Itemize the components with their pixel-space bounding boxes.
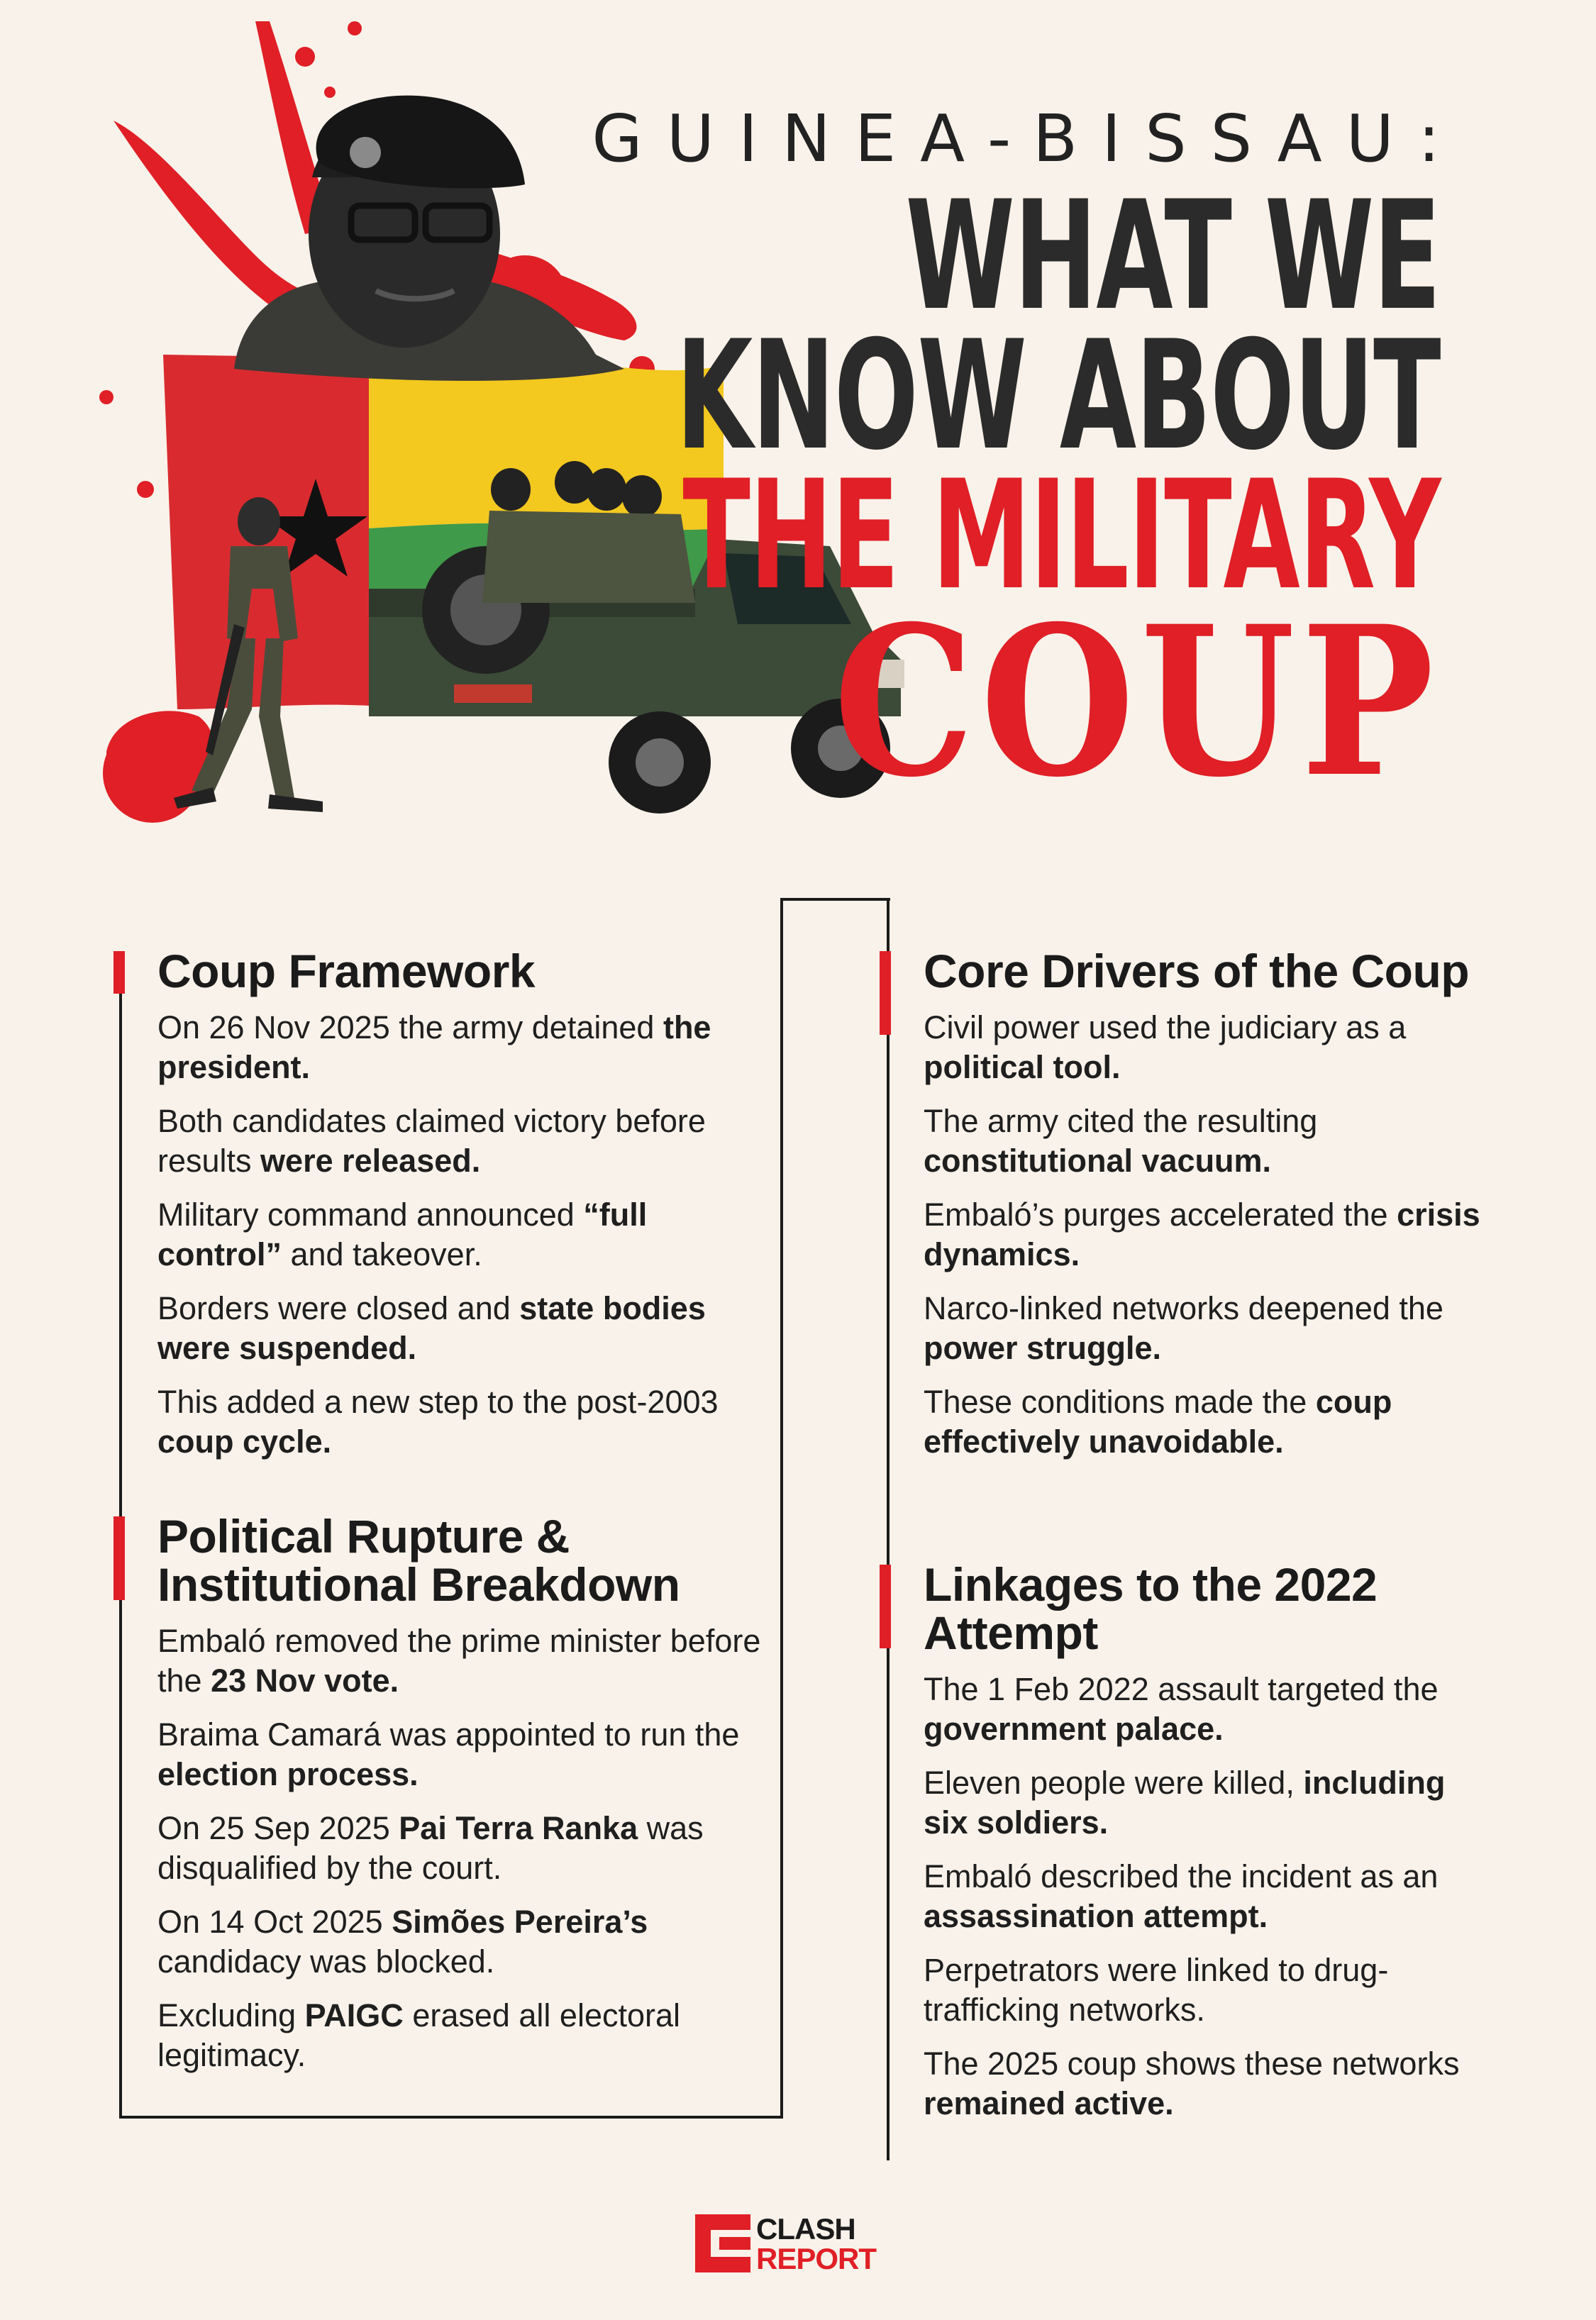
frame-mid-divider [780,898,783,2119]
list-item [924,1857,1491,1936]
section-core-drivers [924,947,1491,1476]
headline-line-4: COUP [833,582,1440,823]
item-text: Braima Camará was appointed to run the [157,1716,740,1753]
item-emphasis: assassination attempt. [924,1898,1268,1934]
item-emphasis: the president. [157,1009,711,1085]
list-item [157,1715,767,1794]
item-list [157,1621,767,2075]
list-item [924,1670,1491,1749]
item-list [924,1008,1491,1462]
accent-bar [880,951,891,1035]
item-text: The 2025 coup shows these networks [924,2046,1460,2082]
list-item [157,1008,767,1087]
item-text: Embaló’s purges accelerated the [924,1197,1397,1233]
list-item [157,1382,767,1462]
item-emphasis: including six soldiers. [924,1765,1446,1841]
item-list [924,1670,1491,2124]
section-heading [157,947,767,995]
headline-line-1: WHAT WE [905,168,1440,343]
section-political-rupture [157,1512,767,2089]
item-text: These conditions made the [924,1384,1316,1420]
item-text: The 1 Feb 2022 assault targeted the [924,1671,1439,1707]
item-emphasis: 23 Nov vote. [211,1663,399,1699]
item-emphasis: election process. [157,1756,419,1792]
list-item [924,1289,1491,1368]
item-emphasis: coup effectively unavoidable. [924,1384,1392,1460]
logo-line-1: CLASH [756,2212,855,2246]
logo-wordmark [756,2214,876,2274]
item-emphasis: constitutional vacuum. [924,1143,1272,1179]
headline-line-2: KNOW ABOUT [675,308,1440,484]
section-heading [924,947,1491,995]
accent-bar [113,951,125,994]
item-text-after: was disqualified by the court. [157,1810,704,1886]
accent-bar [113,1516,125,1600]
clash-report-logo [695,2213,908,2277]
list-item [924,1950,1491,2030]
logo-mark-icon [695,2214,750,2272]
list-item [157,1289,767,1368]
logo-line-2: REPORT [756,2242,877,2275]
item-emphasis: PAIGC [304,1997,404,2033]
item-text: Excluding [157,1997,305,2033]
right-column-divider [887,898,890,2160]
item-emphasis: “full control” [157,1197,648,1272]
section-coup-framework [157,947,767,1476]
list-item [157,1621,767,1701]
list-item [157,1101,767,1181]
item-text: Military command announced [157,1197,584,1233]
section-heading [924,1560,1491,1657]
section-heading [157,1512,767,1609]
item-emphasis: coup cycle. [157,1423,332,1460]
list-item [157,1902,767,1982]
section-linkages-2022 [924,1560,1491,2138]
headline-kicker: GUINEA-BISSAU: [592,101,1464,177]
item-emphasis: state bodies were suspended. [157,1290,706,1366]
item-emphasis: Pai Terra Ranka [399,1810,638,1846]
list-item [157,1809,767,1888]
item-text: On 14 Oct 2025 [157,1904,392,1940]
headline [282,101,1464,823]
item-emphasis: Simões Pereira’s [392,1904,648,1940]
item-text: Embaló removed the prime minister before the [157,1623,761,1699]
list-item [924,1763,1491,1843]
frame-top-connector [780,898,890,901]
item-text: On 25 Sep 2025 [157,1810,399,1846]
item-text-after: and takeover. [282,1236,482,1272]
item-text: Both candidates claimed victory before results [157,1103,706,1179]
item-text: Perpetrators were linked to drug-trafficking networks. [924,1952,1389,2028]
item-emphasis: were released. [260,1143,481,1179]
list-item [924,2044,1491,2124]
list-item [157,1195,767,1275]
list-item [157,1996,767,2075]
item-text: Embaló described the incident as an [924,1858,1439,1894]
item-text: Narco-linked networks deepened the [924,1290,1443,1326]
item-emphasis: power struggle. [924,1330,1162,1366]
item-text: This added a new step to the post-2003 [157,1384,719,1420]
item-text-after: erased all electoral legitimacy. [157,1997,681,2073]
item-list [157,1008,767,1462]
heading-text: Core Drivers of the Coup [924,945,1470,997]
item-emphasis: government palace. [924,1711,1224,1747]
item-emphasis: crisis dynamics. [924,1197,1480,1272]
item-emphasis: political tool. [924,1049,1121,1085]
item-emphasis: remained active. [924,2085,1174,2121]
accent-bar [880,1565,891,1648]
list-item [924,1195,1491,1275]
list-item [924,1101,1491,1181]
list-item [924,1008,1491,1087]
headline-line-3: THE MILITARY [682,448,1441,623]
item-text: The army cited the resulting [924,1103,1318,1139]
item-text: Civil power used the judiciary as a [924,1009,1407,1045]
heading-text: Coup Framework [157,945,536,997]
list-item [924,1382,1491,1462]
item-text: Borders were closed and [157,1290,520,1326]
hero-banner [0,0,1596,851]
heading-text: Political Rupture & Institutional Breakdown [157,1510,680,1611]
heading-text: Linkages to the 2022 Attempt [924,1558,1378,1659]
item-text-after: candidacy was blocked. [157,1943,495,1980]
item-text: Eleven people were killed, [924,1765,1304,1801]
item-text: On 26 Nov 2025 the army detained [157,1009,663,1045]
